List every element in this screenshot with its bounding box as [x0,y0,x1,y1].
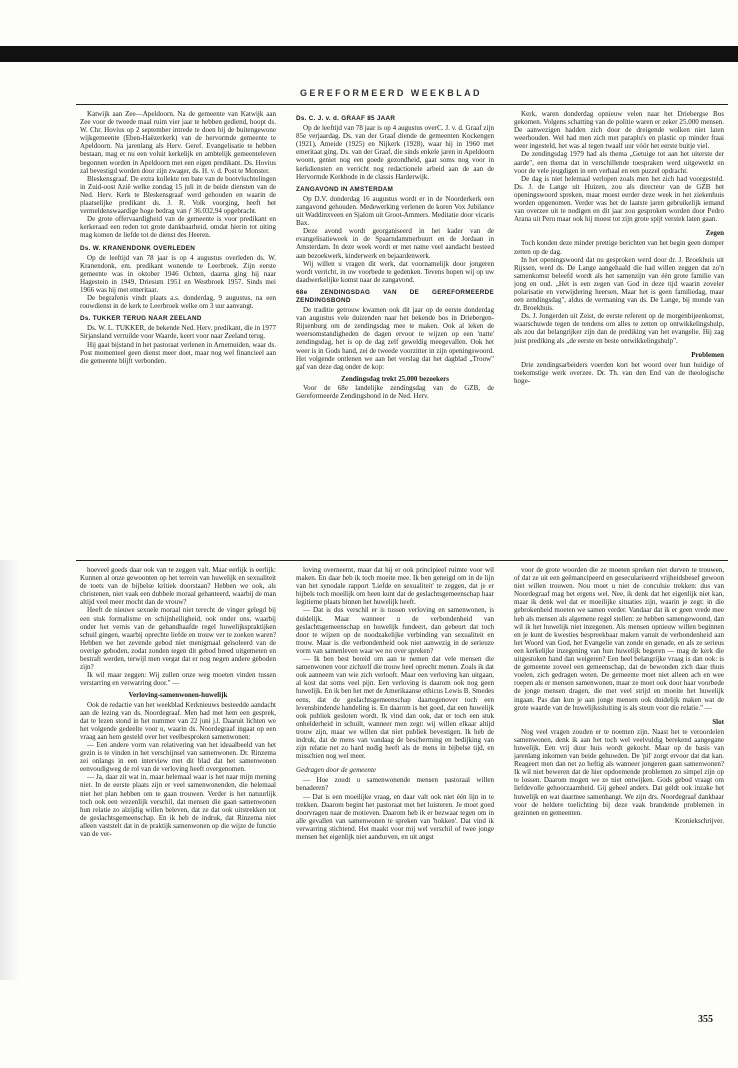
column-3-news [514,110,724,558]
column-5-article [296,566,494,1006]
paragraph: Wij willen u vragen dit werk, dat voornamelijk door jongeren wordt verricht, in uw voorbede te gedenken. Tevens hopen wij op uw daadwerkelijke komst naar de zangavond. [296,259,494,284]
paragraph: voor de grote woorden die ze moeten spreken niet durven te trouwen, of dat ze uit een geëmancipeerd en geseculariseerd vrijheidsbesef gewoon niet willen trouwen. Nou moet u niet de conculsie trekken: dus van Noordegraaf mag het ergens wel. Nee, ik denk dat het eigenlijk niet kan, maar ik denk wel dat er moeilijke situaties zijn, waarin je zegt: in die gebrokenheid moeten we samen verder. Vandaar dat ik er geen vrede mee heb als mensen als algemene regel stellen: ze hebben samengewoond, dan wil ik het huwelijk niet inzegenen. Als mensen opnieuw willen beginnen en je kunt de kwesties bespreekbaar maken vanuit de verbondenheid aan het Woord van God, het Evangelie van zonde en genade, en als ze serieus een kerkelijke inzegening van hun huwelijk begeren — mag de kerk die uitgestoken hand dan weigeren? Een heel belangrijke vraag is dan ook: is de gemeente zoveel een gemeenschap, dat de bewonden zich daar thuis voelen, zich gedragen weten. De gemeente moet niet alleen ach en wee roepen als er mensen samenwonen, maar ze moet ook door haar voorbede de jonge mensen dragen, die met veel strijd en moeite het huwelijk ingaan. Pas dan kun je aan jonge mensen ook duidelijk maken wat de grote waarde van de huwelijkssluiting is als steun voor die relatie." — [514,566,724,712]
paragraph: De grote offervaardigheid van de gemeente is voor predikant en kerkeraad een reden tot grote dankbaarheid, omdat hierin tot uiting mag komen de liefde tot de dienst des Heeren. [80,215,276,240]
paragraph: Hij gaat bijstand in het pastoraat verlenen in Arnemuiden, waar ds. Post momenteel geen dienst meer doet, maar nog wel financieel aan die gemeente blijft verbonden. [80,340,276,365]
paragraph: Bleskensgraaf. De extra kollekte ten bate van de bootvluchtelingen in Zuid-oost Azië welke zondag 15 juli in de beide diensten van de Ned. Herv. Kerk te Bleskensgraaf werd gehouden en waarin de plaatselijke predikant ds. J. R. Volk voorging, heeft het vermeldenswaardige hoge bedrag van ƒ 36.032,94 opgebracht. [80,174,276,216]
paragraph: — Ik ben best bereid om aan te nemen dat vele mensen die samenwonen voor zichzelf die trouw heel oprecht menen. Zoals ik dat ook aanneem van wie zich verlooft. Maar een verloving kan uitgaan, al kost dat soms veel pijn. Een verloving is daarom ook nog geen huwelijk. En ik ben het met de Amerikaanse ethicus Lewis B. Smedes eens, dat de geslachtsgemeenschap daartegenover toch een levensbindende handeling is. En daarom is het goed, dat een huwelijk ook publiek gesloten wordt. Ik vind dan ook, dat er toch een stuk onhelderheid in schuilt, wanneer men zegt: wij willen elkaar altijd trouw zijn, maar we willen dat niet publiek bevestigen. Ik heb de indruk, dat de mens van vandaag de bescherming en bedijking van zijn relatie net zo hard nodig heeft als de mens in bijbelse tijd, en misschien nog wel meer. [296,655,494,761]
paragraph: Katwijk aan Zee—Apeldoorn. Na de gemeente van Katwijk aan Zee voor de tweede maal ruim vier jaar te hebben gediend, hoopt ds. W. Chr. Hovius op 2 september intrede te doen bij de buitengewone wijkgemeente (Eben-Haëzerkerk) van de hervormde gemeente te Apeldoorn. Na jarenlang als Herv. Geref. Evangelisatie te hebben bestaan, mag er nu een voluit kerkelijk en ambtelijk gemeenteleven begonnen worden in Apeldoorn met een eigen predikant. Ds. Hovius zal bevestigd worden door zijn zwager, ds. H. v. d. Post te Monster. [80,110,276,175]
paragraph: — Een andere vorm van relativering van het ideaalbeeld van het gezin is te vinden in het verschijnsel van samenwonen. Dr. Rinzema zei onlangs in een interview met dit blad dat het samenwonen eenvoudigweg de rol van de verloving heeft overgenomen. [80,740,276,774]
section-heading: Problemen [691,350,724,359]
paragraph: Ds. J. Jongerden uit Zeist, de eerste referent op de morgenbijeenkomst, waarschuwde tegen de tendens om alles te zetten op ontwikkelingshulp, als zou dat belangrijker zijn dan de prediking van het evangelie. Hij zag juist prediking als „de eerste en beste ontwikkelingshulp". [514,312,724,345]
section-heading: Gedragen door de gemeente [296,766,377,775]
section-heading: Ds. TUKKER TERUG NAAR ZEELAND [80,315,202,323]
paragraph: Kerk, waren donderdag opnieuw velen naar het Driebergse Bos gekomen. Volgens schatting van de politie waren er zeker 25.000 mensen. De aanwezigen hadden zich door de dreigende wolken niet laten weerhouden. Wel had men zich met paraplu's en plastic op minder fraai weer ingesteld, het was al tegen twaalf uur vóór het eerste buitje viel. [514,110,724,151]
paragraph: De zendingsdag 1979 had als thema „Getuige tot aan het uiterste der aarde", een thema dat in verschillende toespraken werd uitgewerkt en voor de vele jeugdigen in een verhaal en een puzzel opdracht. [514,150,724,175]
page-number: 355 [698,1014,713,1025]
paragraph: De begrafenis vindt plaats a.s. donderdag, 9 augustus, na een rouwdienst in de kerk te Leerbroek welke om 3 uur aanvangt. [80,294,276,311]
page-header: GEREFORMEERD WEEKBLAD [300,88,482,98]
column-1-news [80,110,276,558]
section-heading: Ds. W. KRANENDONK OVERLEDEN [80,244,196,252]
column-2-news [296,110,494,558]
section-heading: Verloving-samenwonen-huwelijk [128,691,228,700]
signature: Kroniekschrijver. [674,816,724,825]
paragraph: De traditie getrouw kwamen ook dit jaar op de eerste donderdag van augustus vele duizenden naar het bekende bos in Driebergen-Rijsenburg om de zendingsdag mee te maken. Ook al leken de weersomstandigheden de dagen ervoor te wijzen op een 'natte' zendingsdag, het is op de dag zelf geweldig meegevallen. Ook het weer is in Gods hand, zei de tweede voorzitter in zijn openingswoord. Het volgende ontlenen we aan het verslag dat het dagblad „Trouw" gaf van deze dag onder de kop: [296,306,494,371]
section-heading: Ds. C. J. v. d. GRAAF 85 JAAR [296,115,396,122]
paragraph: In het openingswoord dat nu gesproken werd door dr. J. Broekhuis uit Rijssen, werd ds. De Lange aangehaald die had willen zeggen dat zo'n samenkomst beleefd wordt als het samenzijn van één grote familie van jong en oud. „Het is een zegen van God in deze tijd waarin zoveler polarisatie en verwijdering heersen. Maar het is geen familiedag, maar een zendingsdag", aldus de vermaning van ds. De Lange, bij monde van dr. Broekhuis. [514,255,724,313]
paragraph: Ik wil maar zeggen: Wij zullen onze weg moeten vinden tussen verstarring en verwarring door." — [80,671,276,688]
paragraph: Deze avond wordt georganiseerd in het kader van de evangelisatieweek in de Spaarndammerbuurt en de Jordaan in Amsterdam. In deze week wordt er met name veel aandacht besteed aan bezoekwerk, kinderwerk en bejaardenwerk. [296,227,494,260]
paragraph: Toch konden deze minder prettige berichten van het begin geen domper zetten op de dag. [514,239,724,256]
section-heading: ZANGAVOND IN AMSTERDAM [296,185,394,193]
section-heading: 68e ZENDINGSDAG VAN DE GEREFORMEERDE ZENDINGSBOND [296,288,494,304]
paragraph: — Hoe zoudt u samenwonende mensen pastoraal willen benaderen? [296,776,494,793]
paragraph: hoeveel goeds daar ook van te zeggen valt. Maar eerlijk is eerlijk: Kunnen al onze gewoonten op het terrein van huwelijk en sexualiteit de toets van de bijbelse kritiek doorstaan? Hebben we ook, als christenen, niet vaak een dubbele moraal gehanteerd, waarbij de man altijd veel meer mocht dan de vrouw? [80,566,276,607]
section-heading: Slot [712,717,724,726]
paragraph: Op de leeftijd van 78 jaar is op 4 augustus overleden ds. W. Kranendonk, em. predikant wonende te Leerbroek. Zijn eerste gemeente was in oktober 1946 Ochten, daarna ging hij naar Hagestein in 1949, Driesum 1951 en Westbroek 1957. Sinds mei 1966 was hij met emeritaat. [80,253,276,294]
paragraph: — Dat is een moeilijke vraag, en daar valt ook niet één lijn in te trekken. Daarom begint het pastoraat met het luisteren. Je moet goed doorvragen naar de motieven. Daarom heb ik er bezwaar tegen om in alle gevallen van samenwonen te spreken van 'hokken'. Dat vind ik verwarring stichtend. Het maakt voor mij wel verschil of twee jonge mensen het eigenlijk niet aandurven, en uit angst [296,792,494,841]
paragraph: Ook de redactie van het weekblad Kerknieuws besteedde aandacht aan de lezing van ds. Noordegraaf. Men had met hem een gesprek, dat te lezen stond in het nummer van 22 juni j.l. Daaruit lichten we het volgende gedeelte voor u, waarin ds. Noordegraaf ingaat op een vraag aan hem gesteld over het veelbesproken samenwonen: [80,700,276,741]
paragraph: loving overneemt, maar dat hij er ook principieel ruimte voor wil maken. En daar heb ik toch moeite mee. Ik ben geneigd om in de lijn van het synodale rapport 'Liefde en sexualiteit' te zeggen, dat je er bijbels toch moeilijk om heen kunt dat de geslachtsgemeenschap haar legitieme plaats binnen het huwelijk heeft. [296,566,494,607]
paragraph: Drie zendingsarbeiders voerden kort het woord over hun huidige of toekomstige werk overzee. Dr. Th. van den End van de theologische hoge- [514,360,724,385]
paragraph: Op de leeftijd van 78 jaar is op 4 augustus overC. J. v. d. Graaf zijn 85e verjaardag. Ds. van der Graaf diende de gemeenten Kockengen (1921), Ameide (1925) en Nijkerk (1928), waar hij in 1960 met emeritaat ging. Ds. van der Graaf, die sinds enkele jaren in Apeldoorn woont, geniet nog een goede gezondheid, gaat soms nog voor in kerkdiensten en verricht nog redactionele arbeid aan de aan de Hervormde Kerkbode in de classis Harderwijk. [296,124,494,181]
header-rule [76,104,728,105]
top-black-bar [0,46,738,62]
column-6-article [514,566,724,1006]
paragraph: Nog veel vragen zouden er te noemen zijn. Naast het te veroordelen samenwonen, denk ik aan het toch wel veelvuldig berekend aangegane huwelijk. Een vrij duur huis wordt gekocht. Maar op de basis van jarenlang inkomen van beide gehuwden. De 'pil' zorgt ervoor dat dat kan. Reageert men dan net zo heftig als wanneer jongeren gaan samenwonen? Ik wil niet beweren dat de hier opdoemende problemen zo simpel zijn op te lossen. Daarom mogen we ze niet ontwijken. Gods gebod vraagt om liefdevolle gehoorzaamheid. Gij geheel anders. Dat geldt ook inzake het huwelijk en wat daarmee samenhangt. We zijn drs. Noordegraaf dankbaar voor de heldere toelichting bij deze vaak brandende problemen in gezinnen en gemeenten. [514,727,724,817]
paragraph: — Dat is dus verschil er is tussen verloving en samenwonen, is duidelijk. Maar wanneer u de verbondenheid van geslachtsgemeenschap en huwelijk fundeert, dan gebeurt dat toch door te wijzen op de noodzakelijke verbinding van sexualiteit en trouw. Maar is die verbondenheid ook niet aanwezig in de serieuze vorm van samenleven waar we nu over spreken? [296,606,494,655]
column-4-article [80,566,276,1006]
paragraph: — Ja, daar zit wat in, maar helemaal waar is het naar mijn mening niet. In de eerste plaats zijn er veel samenwonenden, die helemaal niet het plan hebben om te gaan trouwen. Verder is het natuurlijk toch ook een wezenlijk verschil, dat mensen die gaan samenwonen hun relatie zo alzijdig willen beleven, dat ze dat ook uitstrekken tot de geslachtsgemeenschap. En ik heb de indruk, dat Rinzema niet alleen vaststelt dat in de praktijk samenwonen op die wijze de functie van de ver- [80,773,276,838]
paragraph: De dag is niet helemaal verlopen zoals men het zich had voorgesteld. Ds. J. de Lange uit Huizen, zou als directeur van de GZB het openingswoord spreken, maar moest eerder deze week in het ziekenhuis worden opgenomen. Verder was het de laatste jaren gebruikelijk iemand van overzee uit te nodigen en dit jaar zou gesproken worden door Pedro Arana uit Peru maar ook hij moest tot zijn grote spijt verstek laten gaan. [514,174,724,224]
paragraph: Heeft de nieuwe sexuele moraal niet terecht de vinger gelegd bij een stuk formalisme en schijnheiligheid, ook onder ons, waarbij onder het vernis van de gehandhaafde regel huwelijkspraktijken schuil gingen, waarbij oprechte liefde en trouw ver te zoeken waren? Hebben we het zevende gebod niet menigmaal geïsoleerd van de overige geboden, zodat zonden tegen dit gebod breed uitgemeten en bestraft werden, terwijl men vergat dat er nog negen andere geboden zijn? [80,606,276,672]
paragraph: Ds. W. L. TUKKER, de bekende Ned. Herv. predikant, die in 1977 Sirjansland verruilde voor Waarde, keert voor naar Zeeland terug. [80,324,276,341]
section-heading: Zegen [705,229,724,238]
paragraph: Voor de 68e landelijke zendingsdag van de GZB, de Gereformeerde Zendingsbond in de Ned. Herv. [296,383,494,400]
section-divider [76,560,728,561]
scan-edge-shadow [0,560,20,980]
paragraph: Op D.V. donderdag 16 augustus wordt er in de Noorderkerk een zangavond gehouden. Medewerking verlenen de koren Vox Jubilance uit Waddinxveen en Sjalom uit Groot-Ammers. Meditatie door vicaris Bax. [296,194,494,228]
section-heading: Zendingsdag trekt 25.000 bezoekers [341,374,449,383]
